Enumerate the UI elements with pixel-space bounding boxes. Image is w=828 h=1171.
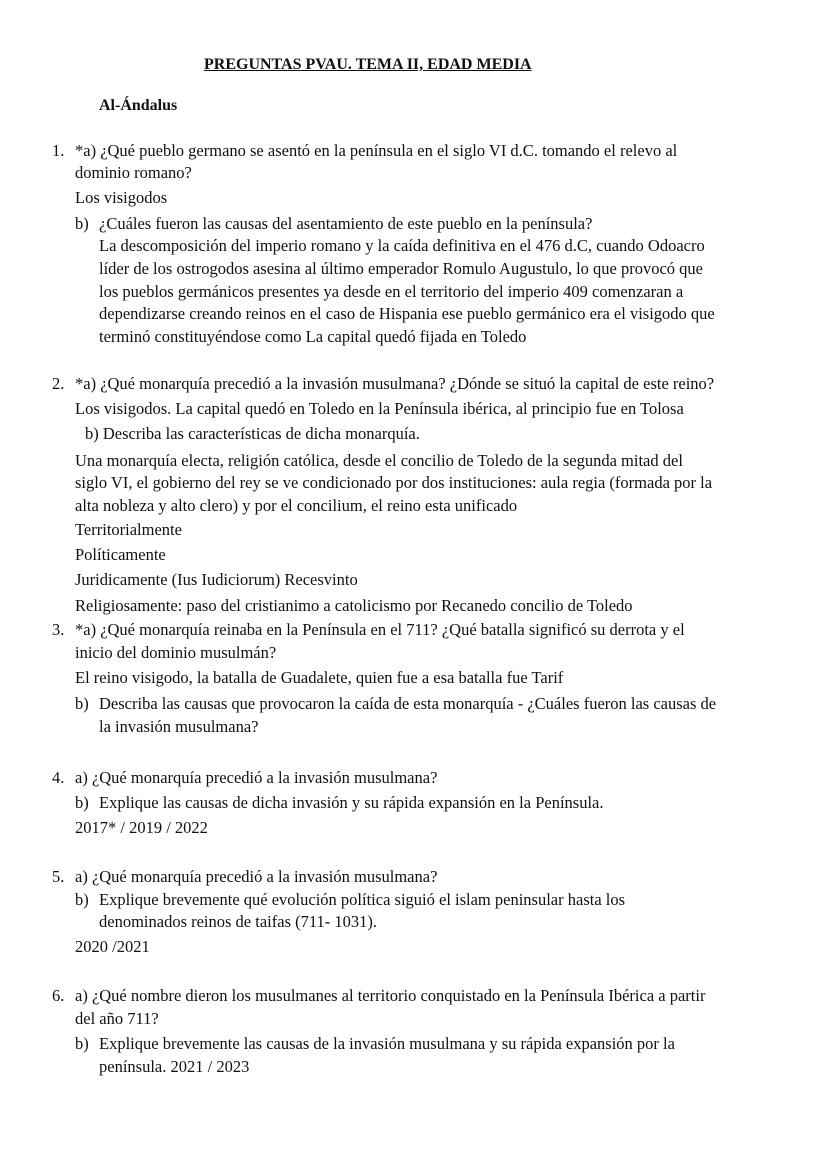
question-b-text: la invasión musulmana?	[99, 717, 259, 736]
answer-b-line: Políticamente	[75, 545, 166, 564]
question-a-text: inicio del dominio musulmán?	[75, 643, 277, 662]
question-b-label: b)	[75, 694, 89, 713]
question-b-text: ¿Cuáles fueron las causas del asentamiento de este pueblo en la península?	[99, 214, 593, 233]
exam-years: 2017* / 2019 / 2022	[75, 818, 208, 837]
question-b-text: b) Describa las características de dicha monarquía.	[85, 424, 420, 443]
question-number: 4.	[52, 768, 65, 787]
question-a-text: *a) ¿Qué pueblo germano se asentó en la península en el siglo VI d.C. tomando el relevo al	[75, 141, 678, 160]
exam-years: 2020 /2021	[75, 937, 150, 956]
answer-a: El reino visigodo, la batalla de Guadalete, quien fue a esa batalla fue Tarif	[75, 668, 564, 687]
section-heading: Al-Ándalus	[99, 97, 178, 114]
question-number: 6.	[52, 986, 65, 1005]
answer-b-line: alta nobleza y alto clero) y por el concilium, el reino esta unificado	[75, 496, 518, 515]
answer-b-line: los pueblos germánicos presentes ya desde en el territorio del imperio 409 comenzaran a	[99, 282, 684, 301]
question-a-text: del año 711?	[75, 1009, 159, 1028]
question-b-label: b)	[75, 793, 89, 812]
question-number: 2.	[52, 374, 65, 393]
question-b-text: Explique las causas de dicha invasión y su rápida expansión en la Península.	[99, 793, 604, 812]
question-a-text: *a) ¿Qué monarquía precedió a la invasión musulmana? ¿Dónde se situó la capital de este reino?	[75, 374, 715, 393]
answer-b-line: Religiosamente: paso del cristianimo a catolicismo por Recanedo concilio de Toledo	[75, 596, 633, 615]
answer-a: Los visigodos	[75, 188, 168, 207]
question-a-text: dominio romano?	[75, 163, 192, 182]
question-b-label: b)	[75, 214, 89, 233]
question-a-text: *a) ¿Qué monarquía reinaba en la Península en el 711? ¿Qué batalla significó su derrota y el	[75, 620, 685, 639]
answer-b-line: líder de los ostrogodos asesina al último emperador Romulo Augustulo, lo que provocó que	[99, 259, 703, 278]
answer-a: Los visigodos. La capital quedó en Toledo en la Península ibérica, al principio fue en Tolosa	[75, 399, 684, 418]
question-a-text: a) ¿Qué nombre dieron los musulmanes al territorio conquistado en la Península Ibérica a partir	[75, 986, 706, 1005]
answer-b-line: terminó constituyéndose como La capital quedó fijada en Toledo	[99, 327, 527, 346]
question-a-text: a) ¿Qué monarquía precedió a la invasión musulmana?	[75, 867, 438, 886]
question-b-text: Explique brevemente qué evolución política siguió el islam peninsular hasta los	[99, 890, 626, 909]
answer-b-line: siglo VI, el gobierno del rey se ve condicionado por dos instituciones: aula regia (formada por la	[75, 473, 713, 492]
answer-b-line: Una monarquía electa, religión católica, desde el concilio de Toledo de la segunda mitad del	[75, 451, 683, 470]
page-title: PREGUNTAS PVAU. TEMA II, EDAD MEDIA	[204, 56, 532, 73]
question-b-text: península. 2021 / 2023	[99, 1057, 250, 1076]
question-number: 3.	[52, 620, 65, 639]
answer-b-line: Juridicamente (Ius Iudiciorum) Recesvinto	[75, 570, 358, 589]
question-number: 1.	[52, 141, 65, 160]
question-a-text: a) ¿Qué monarquía precedió a la invasión musulmana?	[75, 768, 438, 787]
question-number: 5.	[52, 867, 65, 886]
question-b-text: Explique brevemente las causas de la invasión musulmana y su rápida expansión por la	[99, 1034, 675, 1053]
question-b-label: b)	[75, 1034, 89, 1053]
answer-b-line: La descomposición del imperio romano y la caída definitiva en el 476 d.C, cuando Odoacro	[99, 236, 705, 255]
answer-b-line: dependizarse creando reinos en el caso de Hispania ese pueblo germánico era el visigodo que	[99, 304, 715, 323]
question-b-text: Describa las causas que provocaron la caída de esta monarquía - ¿Cuáles fueron las causas de	[99, 694, 717, 713]
answer-b-line: Territorialmente	[75, 520, 182, 539]
question-b-label: b)	[75, 890, 89, 909]
question-b-text: denominados reinos de taifas (711- 1031).	[99, 912, 377, 931]
